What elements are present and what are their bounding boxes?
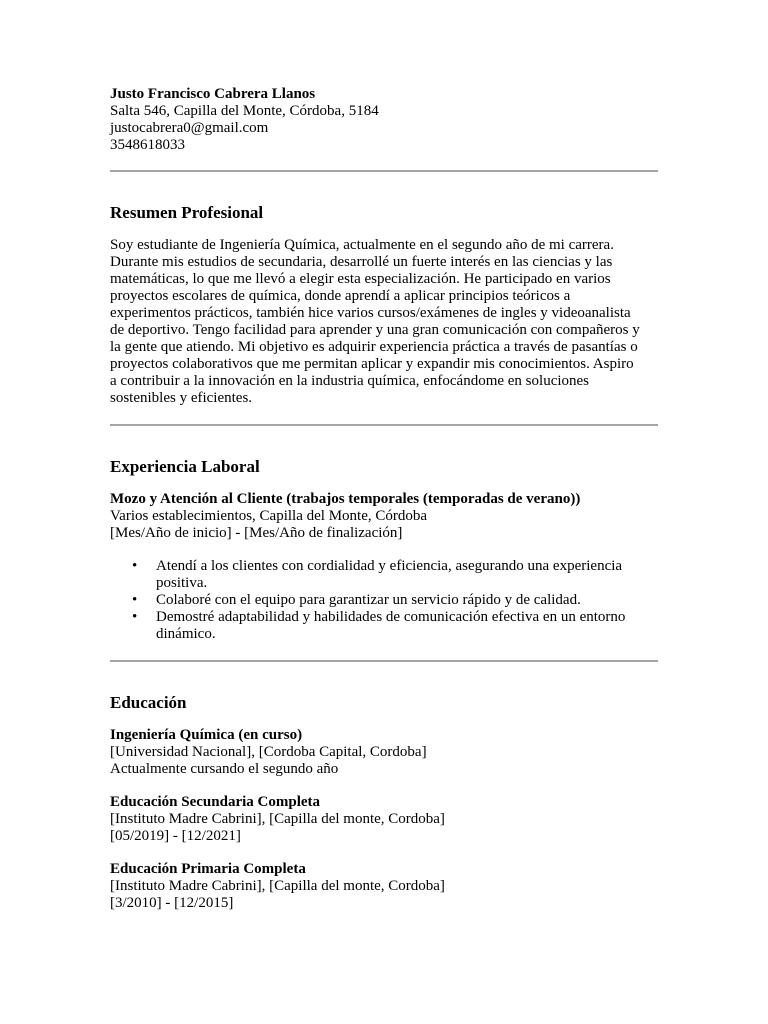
education-institution: [Instituto Madre Cabrini], [Capilla del monte, Cordoba] (110, 811, 445, 827)
experience-title: Experiencia Laboral (110, 457, 260, 476)
education-entry (110, 794, 658, 845)
summary-line: matemáticas, lo que me llevó a elegir esta especialización. He participado en varios (110, 271, 611, 287)
bullet-text: Demostré adaptabilidad y habilidades de comunicación efectiva en un entorno (156, 609, 626, 625)
bullet-text: dinámico. (156, 626, 216, 642)
summary-line: sostenibles y eficientes. (110, 390, 253, 406)
education-section (110, 693, 658, 912)
job-bullet-list (110, 558, 658, 643)
email: justocabrera0@gmail.com (110, 120, 269, 136)
full-name: Justo Francisco Cabrera Llanos (110, 86, 316, 102)
summary-title: Resumen Profesional (110, 203, 264, 222)
experience-section (110, 457, 658, 643)
phone: 3548618033 (110, 137, 185, 153)
job-bullet (132, 558, 658, 592)
summary-line: proyectos colaborativos que me permitan aplicar y expandir mis conocimientos. Aspiro (110, 356, 634, 372)
bullet-text: Colaboré con el equipo para garantizar un servicio rápido y de calidad. (156, 592, 581, 608)
summary-line: Soy estudiante de Ingeniería Química, actualmente en el segundo año de mi carrera. (110, 237, 614, 253)
bullet-text: Atendí a los clientes con cordialidad y eficiencia, asegurando una experiencia (156, 558, 623, 574)
bullet-icon: • (132, 592, 138, 608)
education-degree: Educación Primaria Completa (110, 861, 306, 877)
education-detail: Actualmente cursando el segundo año (110, 761, 339, 777)
summary-section (110, 203, 658, 407)
address: Salta 546, Capilla del Monte, Córdoba, 5184 (110, 103, 379, 119)
job-bullet (132, 609, 658, 643)
summary-line: de deportivo. Tengo facilidad para aprender y una gran comunicación con compañeros y (110, 322, 640, 338)
summary-line: la gente que atiendo. Mi objetivo es adquirir experiencia práctica a través de pasantías o (110, 339, 638, 355)
summary-line: proyectos escolares de química, donde aprendí a aplicar principios teóricos a (110, 288, 571, 304)
bullet-icon: • (132, 609, 138, 625)
job-place: Varios establecimientos, Capilla del Monte, Córdoba (110, 508, 428, 524)
summary-line: experimentos prácticos, también hice varios cursos/exámenes de ingles y videoanalista (110, 305, 631, 321)
job-title: Mozo y Atención al Cliente (trabajos temporales (temporadas de verano)) (110, 491, 581, 507)
summary-line: Durante mis estudios de secundaria, desarrollé un fuerte interés en las ciencias y las (110, 254, 613, 270)
education-institution: [Universidad Nacional], [Cordoba Capital, Cordoba] (110, 744, 427, 760)
contact-block (110, 86, 658, 154)
summary-paragraph (110, 237, 658, 407)
education-degree: Ingeniería Química (en curso) (110, 727, 303, 743)
resume-page (110, 86, 658, 912)
education-institution: [Instituto Madre Cabrini], [Capilla del monte, Cordoba] (110, 878, 445, 894)
education-degree: Educación Secundaria Completa (110, 794, 321, 810)
summary-line: a contribuir a la innovación en la industria química, enfocándome en soluciones (110, 373, 590, 389)
education-detail: [3/2010] - [12/2015] (110, 895, 234, 911)
bullet-icon: • (132, 558, 138, 574)
job-bullet (132, 592, 658, 609)
job-dates: [Mes/Año de inicio] - [Mes/Año de finalización] (110, 525, 403, 541)
bullet-text: positiva. (156, 575, 208, 591)
education-entry (110, 861, 658, 912)
education-detail: [05/2019] - [12/2021] (110, 828, 241, 844)
education-entry (110, 727, 658, 778)
education-title: Educación (110, 693, 187, 712)
